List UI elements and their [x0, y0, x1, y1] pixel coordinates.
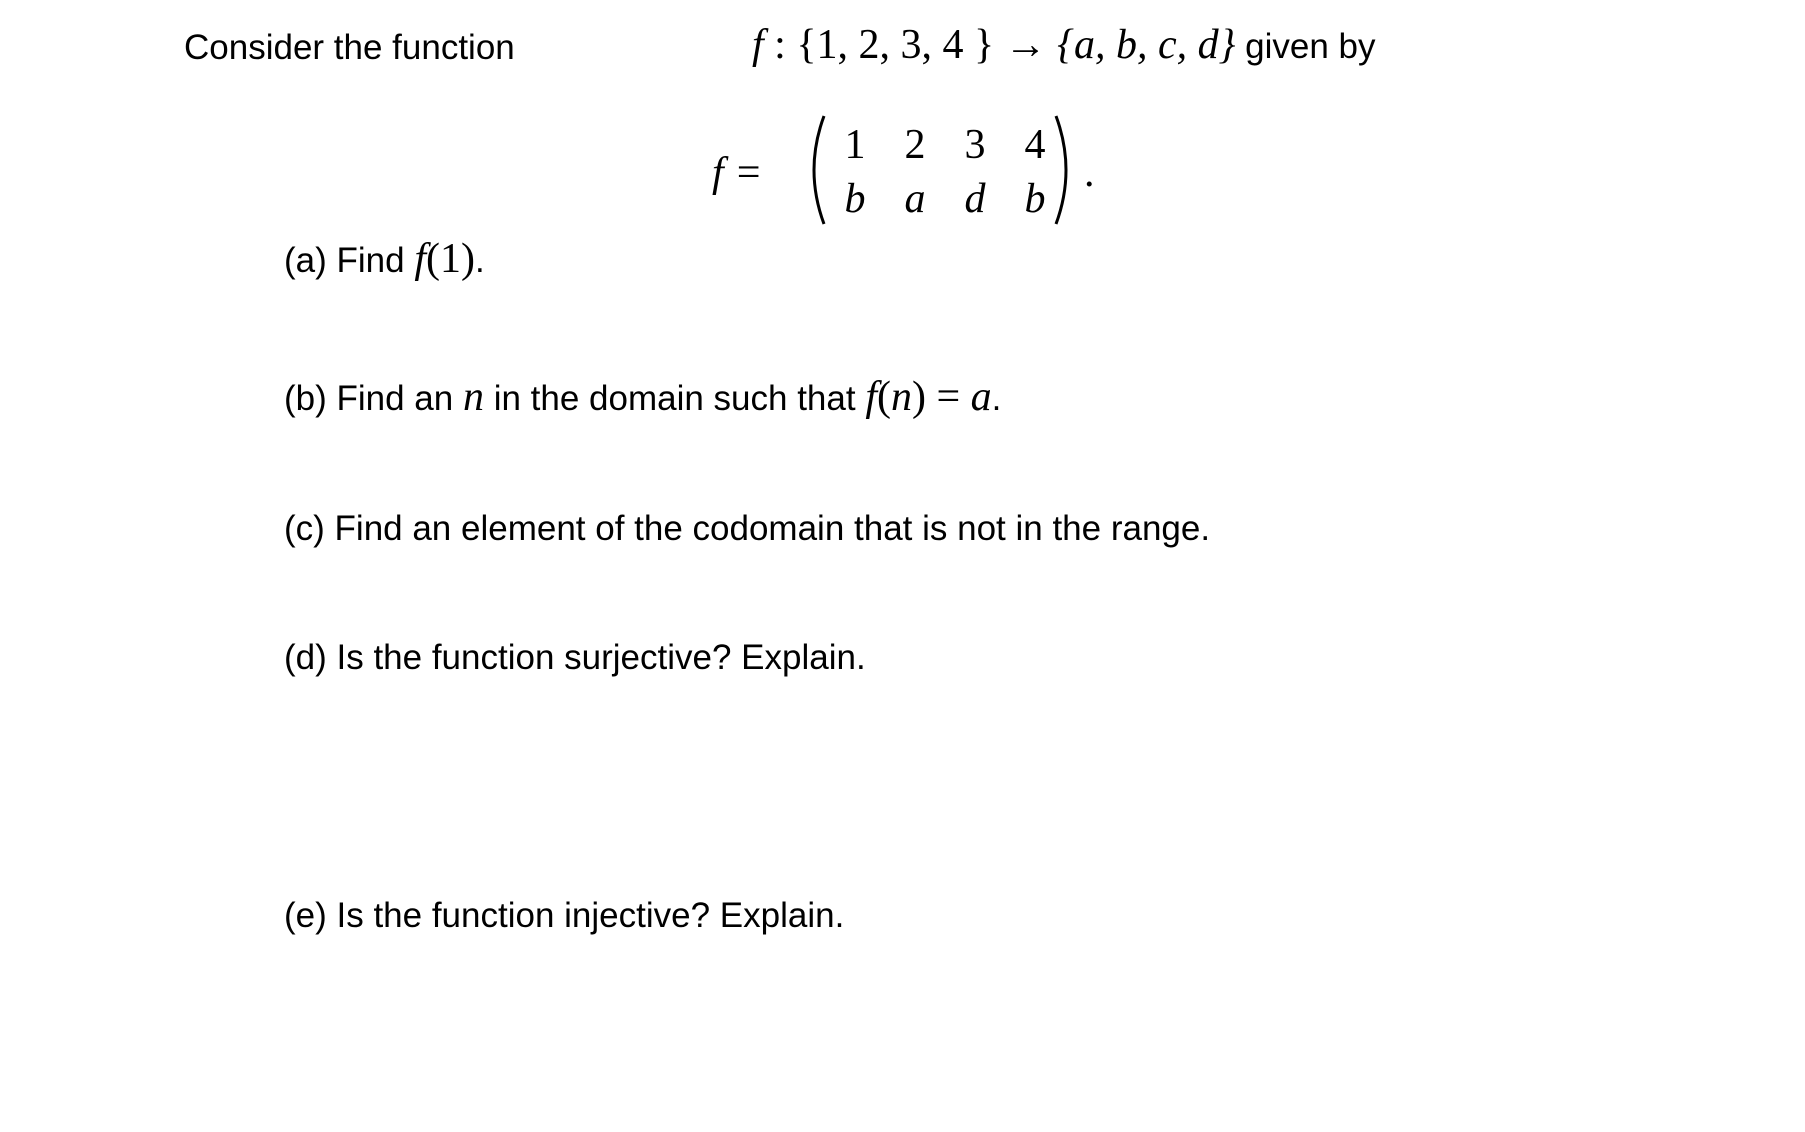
question-b [284, 376, 1001, 418]
question-a [284, 238, 485, 280]
question-b-function: f [865, 374, 877, 420]
question-b-variable: n [462, 374, 484, 420]
question-b-open-paren: ( [876, 374, 891, 420]
domain-set: {1, 2, 3, 4 } [796, 22, 995, 68]
matrix-bottom-cell: d [964, 176, 986, 222]
left-parenthesis [798, 112, 828, 228]
question-b-text: in the domain such that [483, 379, 866, 418]
question-b-label: (b) Find an [284, 379, 463, 418]
question-b-value: a [970, 374, 992, 420]
question-a-argument: (1) [425, 236, 475, 282]
codomain-set: {a, b, c, d} [1057, 22, 1236, 68]
matrix-top-cell: 4 [1024, 122, 1046, 168]
arrow-symbol: → [994, 22, 1058, 68]
question-b-period: . [991, 379, 1002, 418]
question-c: (c) Find an element of the codomain that is not in the range. [284, 509, 1211, 548]
question-d: (d) Is the function surjective? Explain. [284, 638, 866, 677]
signature-suffix: given by [1235, 27, 1376, 66]
question-a-function: f [414, 236, 426, 282]
signature-colon: : [763, 22, 797, 68]
question-b-equals: ) = [911, 374, 971, 420]
right-parenthesis [1052, 112, 1082, 228]
matrix-top-cell: 2 [904, 122, 926, 168]
question-e: (e) Is the function injective? Explain. [284, 896, 845, 935]
matrix-bottom-cell: a [904, 176, 926, 222]
function-name: f [752, 22, 764, 68]
matrix-lhs: f = [712, 150, 763, 196]
function-signature [752, 24, 1376, 66]
intro-text: Consider the function [184, 28, 515, 67]
question-a-label: (a) Find [284, 241, 415, 280]
matrix-period: . [1084, 150, 1095, 196]
question-a-period: . [474, 241, 485, 280]
matrix-top-cell: 1 [844, 122, 866, 168]
matrix-bottom-cell: b [844, 176, 866, 222]
question-b-argument: n [890, 374, 912, 420]
matrix-bottom-cell: b [1024, 176, 1046, 222]
matrix-top-cell: 3 [964, 122, 986, 168]
